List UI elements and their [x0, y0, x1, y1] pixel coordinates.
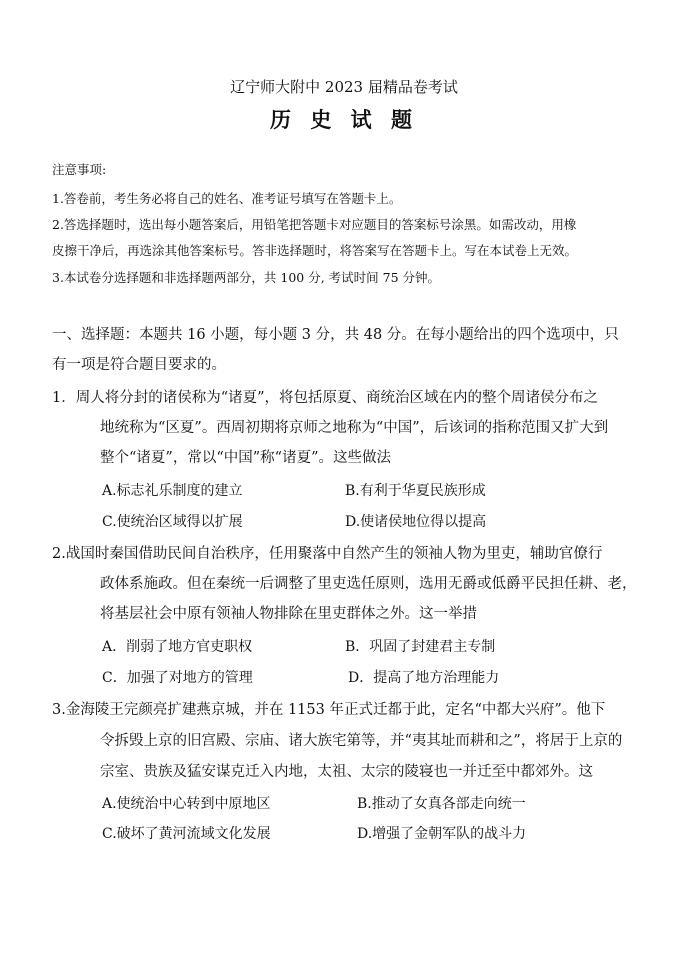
- question-1-option-a: A.标志礼乐制度的建立: [102, 483, 243, 499]
- subject-title: 历 史 试 题: [270, 107, 418, 132]
- question-1-line-1: 1．周人将分封的诸侯称为“诸夏”，将包括原夏、商统治区域在内的整个周诸侯分布之: [52, 390, 599, 406]
- question-2-option-a: A．削弱了地方官吏职权: [102, 639, 253, 655]
- question-3-option-d: D.增强了金朝军队的战斗力: [357, 826, 527, 842]
- question-2-option-d: D．提高了地方治理能力: [348, 670, 500, 686]
- question-1-option-d: D.使诸侯地位得以提高: [345, 514, 487, 530]
- question-2-line-3: 将基层社会中原有领袖人物排除在里吏群体之外。这一举措: [100, 606, 477, 622]
- question-3-line-1: 3.金海陵王完颜亮扩建燕京城，并在 1153 年正式迁都于此，定名“中都大兴府”。他下: [52, 702, 606, 718]
- school-exam-title: 辽宁师大附中 2023 届精品卷考试: [230, 78, 458, 96]
- section-instructions-line-2: 有一项是符合题目要求的。: [52, 357, 226, 373]
- question-1-line-2: 地统称为“区夏”。西周初期将京师之地称为“中国”，后该词的指称范围又扩大到: [100, 420, 609, 436]
- note-item-1: 1.答卷前，考生务必将自己的姓名、准考证号填写在答题卡上。: [52, 191, 402, 206]
- notes-heading: 注意事项:: [52, 162, 107, 177]
- question-2-option-b: B．巩固了封建君主专制: [345, 639, 496, 655]
- question-1-option-b: B.有利于华夏民族形成: [345, 483, 486, 499]
- question-3-line-3: 宗室、贵族及猛安谋克迁入内地，太祖、太宗的陵寝也一并迁至中都郊外。这: [100, 764, 593, 780]
- question-3-option-b: B.推动了女真各部走向统一: [357, 796, 526, 812]
- question-3-option-a: A.使统治中心转到中原地区: [102, 796, 271, 812]
- note-item-2-line-2: 皮擦干净后，再选涂其他答案标号。答非选择题时，将答案写在答题卡上。写在本试卷上无效。: [52, 243, 578, 258]
- question-2-line-1: 2.战国时秦国借助民间自治秩序，任用聚落中自然产生的领袖人物为里吏，辅助官僚行: [52, 546, 603, 562]
- question-3-option-c: C.破坏了黄河流域文化发展: [102, 826, 271, 842]
- section-instructions-line-1: 一、选择题：本题共 16 小题，每小题 3 分，共 48 分。在每小题给出的四个选项中，只: [52, 327, 619, 343]
- question-1-option-c: C.使统治区域得以扩展: [102, 514, 243, 530]
- question-2-line-2: 政体系施政。但在秦统一后调整了里吏选任原则，选用无爵或低爵平民担任耕、老，: [100, 576, 637, 592]
- note-item-2-line-1: 2.答选择题时，选出每小题答案后，用铅笔把答题卡对应题目的答案标号涂黑。如需改动，用橡: [52, 217, 577, 232]
- note-item-3: 3.本试卷分选择题和非选择题两部分，共 100 分, 考试时间 75 分钟。: [52, 270, 441, 285]
- question-3-line-2: 令拆毁上京的旧宫殿、宗庙、诸大族宅第等，并“夷其址而耕和之”，将居于上京的: [100, 733, 623, 749]
- question-1-line-3: 整个“诸夏”，常以“中国”称“诸夏”。这些做法: [100, 450, 391, 466]
- question-2-option-c: C．加强了对地方的管理: [102, 670, 253, 686]
